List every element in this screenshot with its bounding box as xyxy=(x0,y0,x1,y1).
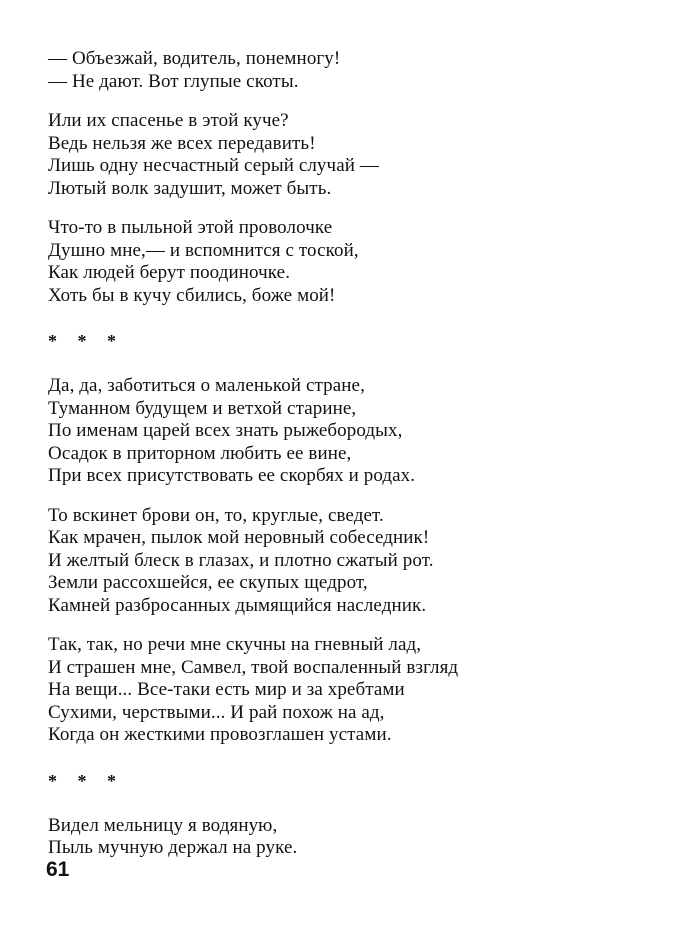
poem-line: Сухими, черствыми... И рай похож на ад, xyxy=(48,701,385,723)
poem-line: То вскинет брови он, то, круглые, сведет. xyxy=(48,504,384,526)
section-separator: * * * xyxy=(48,331,124,351)
section-separator: * * * xyxy=(48,770,124,791)
poem-line: Как мрачен, пылок мой неровный собеседник! xyxy=(48,527,430,548)
poem-line: При всех присутствовать ее скорбях и родах. xyxy=(48,465,416,486)
poem-line: Или их спасенье в этой куче? xyxy=(48,110,289,131)
poem-line: — Объезжай, водитель, понемногу! xyxy=(48,48,341,69)
poem-line: Что-то в пыльной этой проволочке xyxy=(48,217,333,238)
stanza-7 xyxy=(48,815,648,860)
stanza-gap xyxy=(48,617,648,634)
poem-line: Так, так, но речи мне скучны на гневный лад, xyxy=(48,634,422,655)
poem-line: Видел мельницу я водяную, xyxy=(48,814,278,836)
poem-line: Хоть бы в кучу сбились, боже мой! xyxy=(48,284,336,306)
poem-line: Как людей берут поодиночке. xyxy=(48,262,291,283)
poem-line: Да, да, заботиться о маленькой стране, xyxy=(48,375,365,396)
stanza-4 xyxy=(48,375,648,488)
stanza-1 xyxy=(48,48,648,93)
poem-line: И страшен мне, Самвел, твой воспаленный взгляд xyxy=(48,656,459,678)
stanza-6 xyxy=(48,634,648,747)
section-gap xyxy=(48,307,648,330)
poem-line: Лишь одну несчастный серый случай — xyxy=(48,155,379,176)
stanza-3 xyxy=(48,217,648,307)
poem-line: — Не дают. Вот глупые скоты. xyxy=(48,70,299,92)
stanza-5 xyxy=(48,505,648,618)
poem-line: Когда он жесткими провозглашен устами. xyxy=(48,724,392,745)
section-gap xyxy=(48,352,648,375)
section-gap xyxy=(48,747,648,770)
poem-line: Земли рассохшейся, ее скупых щедрот, xyxy=(48,572,368,593)
poem-line: Осадок в приторном любить ее вине, xyxy=(48,442,352,464)
poem-line: Душно мне,— и вспомнится с тоской, xyxy=(48,239,359,261)
page-number: 61 xyxy=(46,858,70,881)
poem-line: Пыль мучную держал на руке. xyxy=(48,837,298,858)
stanza-gap xyxy=(48,93,648,110)
stanza-gap xyxy=(48,488,648,505)
poem-line: Камней разбросанных дымящийся наследник. xyxy=(48,594,427,616)
poem-line: По именам царей всех знать рыжебородых, xyxy=(48,420,403,441)
poem-line: Лютый волк задушит, может быть. xyxy=(48,177,332,199)
stanza-gap xyxy=(48,200,648,217)
poem-line: Туманном будущем и ветхой старине, xyxy=(48,397,357,419)
poem-line: Ведь нельзя же всех передавить! xyxy=(48,132,316,154)
poem-line: И желтый блеск в глазах, и плотно сжатый рот. xyxy=(48,549,434,571)
poem-line: На вещи... Все-таки есть мир и за хребтами xyxy=(48,679,405,700)
stanza-2 xyxy=(48,110,648,200)
poem-page xyxy=(48,48,648,860)
section-gap xyxy=(48,792,648,815)
